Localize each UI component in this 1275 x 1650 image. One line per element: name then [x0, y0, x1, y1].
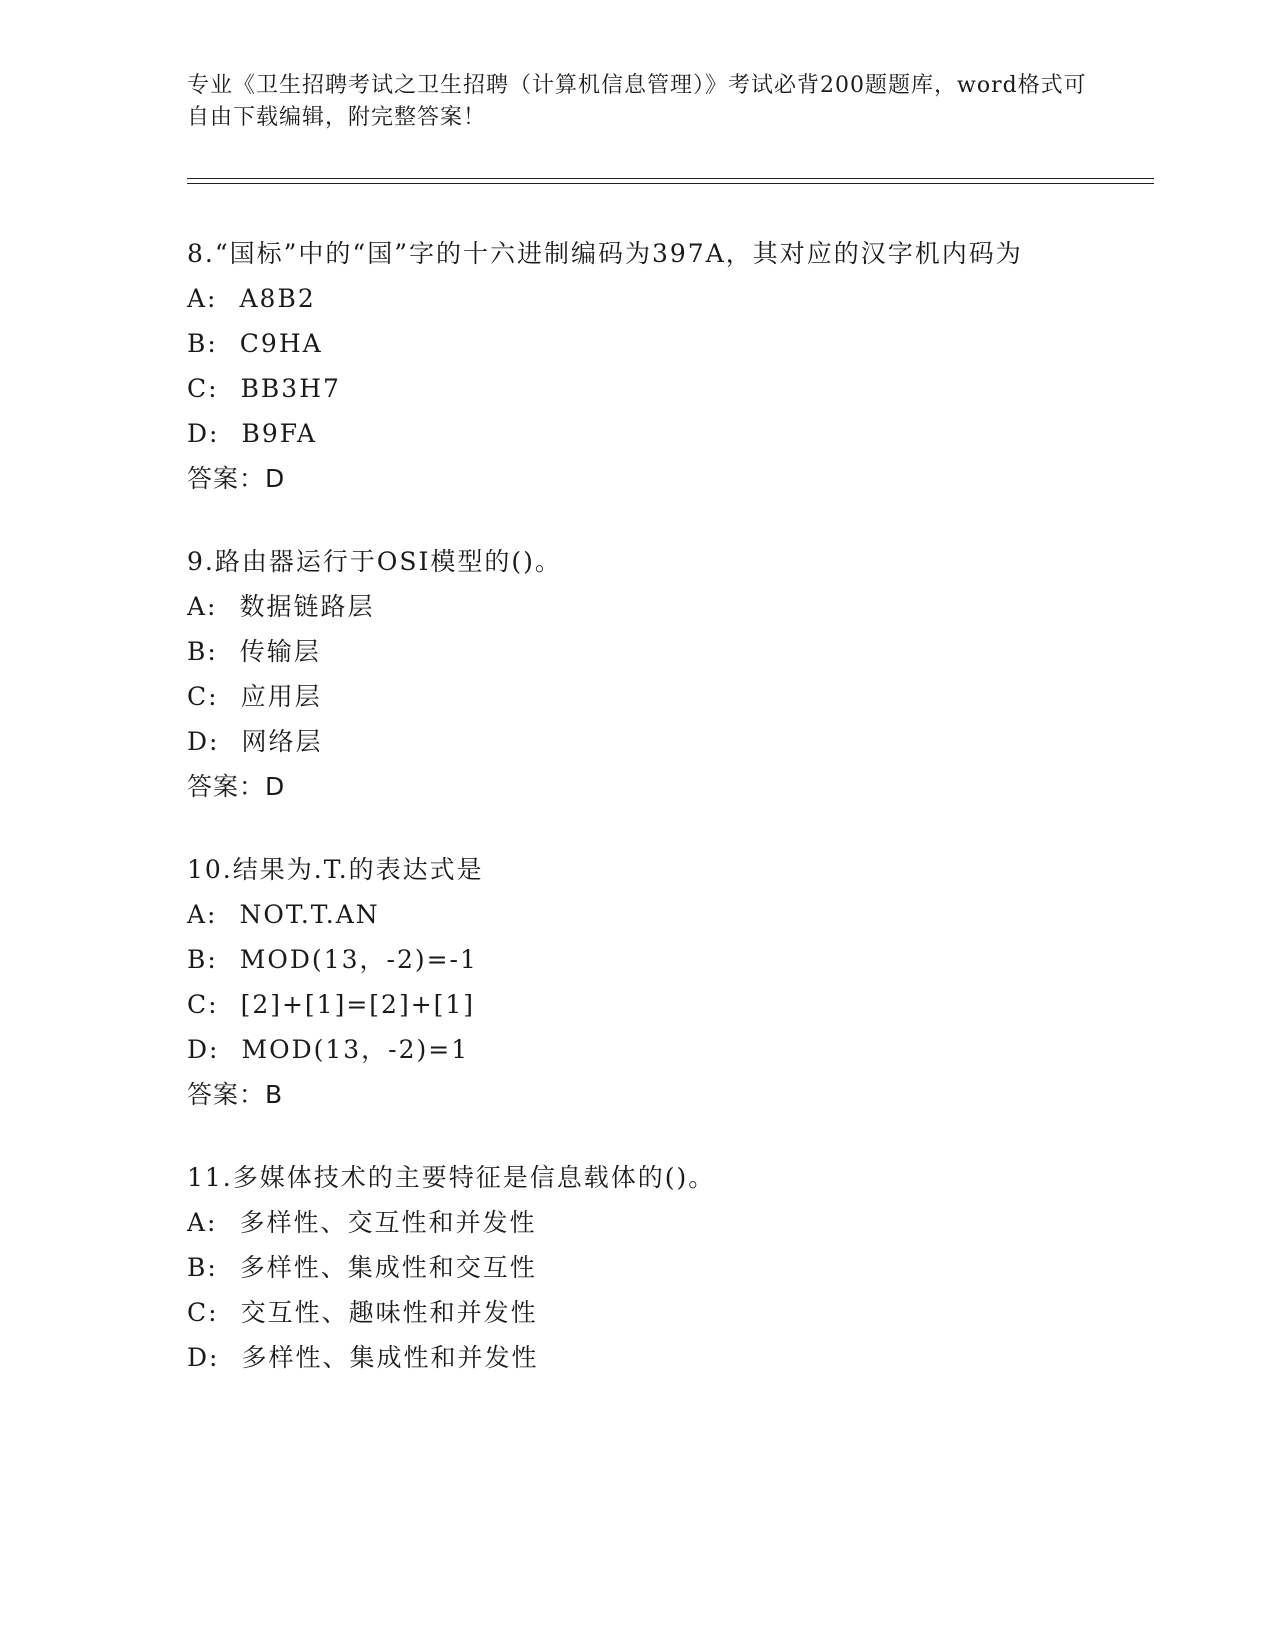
- question-text: [187, 539, 1067, 584]
- answer-label: 答案：: [187, 1080, 266, 1109]
- option-b: [187, 937, 1067, 982]
- option-key: D:: [187, 419, 220, 448]
- answer-line: [187, 456, 1067, 501]
- question-number: 11.: [187, 1163, 233, 1192]
- option-key: B:: [187, 1253, 218, 1282]
- question-9: [187, 539, 1067, 809]
- option-key: D:: [187, 1343, 220, 1372]
- document-header: [187, 70, 1087, 134]
- question-text: [187, 1155, 1067, 1200]
- header-divider-bottom: [187, 183, 1154, 184]
- answer-value: D: [265, 772, 286, 801]
- option-text: NOT.T.AN: [239, 900, 380, 929]
- option-text: BB3H7: [240, 374, 341, 403]
- option-key: B:: [187, 329, 218, 358]
- option-text: 应用层: [240, 682, 322, 711]
- option-text: 多样性、集成性和交互性: [239, 1253, 537, 1282]
- option-text: MOD(13，-2)=1: [241, 1035, 470, 1064]
- option-d: [187, 1335, 1067, 1380]
- option-c: [187, 366, 1067, 411]
- answer-value: B: [265, 1080, 284, 1109]
- option-text: 传输层: [239, 637, 321, 666]
- option-b: [187, 321, 1067, 366]
- option-d: [187, 719, 1067, 764]
- option-key: D:: [187, 727, 220, 756]
- option-key: B:: [187, 945, 218, 974]
- option-text: A8B2: [239, 284, 316, 313]
- option-key: A:: [187, 1208, 218, 1237]
- option-text: [2]+[1]=[2]+[1]: [240, 990, 476, 1019]
- option-a: [187, 1200, 1067, 1245]
- option-text: MOD(13，-2)=-1: [239, 945, 478, 974]
- option-c: [187, 674, 1067, 719]
- question-number: 8.: [187, 239, 215, 268]
- question-text: [187, 847, 1067, 892]
- question-stem: 路由器运行于OSI模型的()。: [214, 547, 562, 576]
- option-key: A:: [187, 900, 218, 929]
- question-8: [187, 231, 1067, 501]
- option-a: [187, 892, 1067, 937]
- option-key: A:: [187, 592, 218, 621]
- question-number: 9.: [187, 547, 215, 576]
- question-number: 10.: [187, 855, 233, 884]
- option-key: C:: [187, 1298, 219, 1327]
- answer-label: 答案：: [187, 772, 266, 801]
- option-text: 多样性、集成性和并发性: [241, 1343, 539, 1372]
- option-key: A:: [187, 284, 218, 313]
- question-text: [187, 231, 1067, 276]
- question-stem: 多媒体技术的主要特征是信息载体的()。: [232, 1163, 716, 1192]
- option-a: [187, 584, 1067, 629]
- question-10: [187, 847, 1067, 1117]
- question-stem: 结果为.T.的表达式是: [232, 855, 484, 884]
- option-d: [187, 1027, 1067, 1072]
- option-b: [187, 1245, 1067, 1290]
- option-c: [187, 1290, 1067, 1335]
- answer-line: [187, 764, 1067, 809]
- option-d: [187, 411, 1067, 456]
- question-11: [187, 1155, 1067, 1380]
- option-key: C:: [187, 990, 219, 1019]
- question-stem: “国标”中的“国”字的十六进制编码为397A，其对应的汉字机内码为: [214, 239, 1023, 268]
- option-key: D:: [187, 1035, 220, 1064]
- answer-value: D: [265, 464, 286, 493]
- option-b: [187, 629, 1067, 674]
- option-key: C:: [187, 682, 219, 711]
- option-text: 多样性、交互性和并发性: [239, 1208, 537, 1237]
- option-text: 网络层: [241, 727, 323, 756]
- option-text: 数据链路层: [239, 592, 375, 621]
- option-key: C:: [187, 374, 219, 403]
- header-text: 专业《卫生招聘考试之卫生招聘（计算机信息管理）》考试必背200题题库，word格式可自由下载编辑，附完整答案！: [187, 73, 1087, 130]
- option-text: 交互性、趣味性和并发性: [240, 1298, 538, 1327]
- header-divider-top: [187, 178, 1154, 179]
- option-text: B9FA: [241, 419, 317, 448]
- option-c: [187, 982, 1067, 1027]
- question-list: [187, 231, 1067, 1418]
- option-key: B:: [187, 637, 218, 666]
- option-a: [187, 276, 1067, 321]
- answer-line: [187, 1072, 1067, 1117]
- option-text: C9HA: [239, 329, 323, 358]
- answer-label: 答案：: [187, 464, 266, 493]
